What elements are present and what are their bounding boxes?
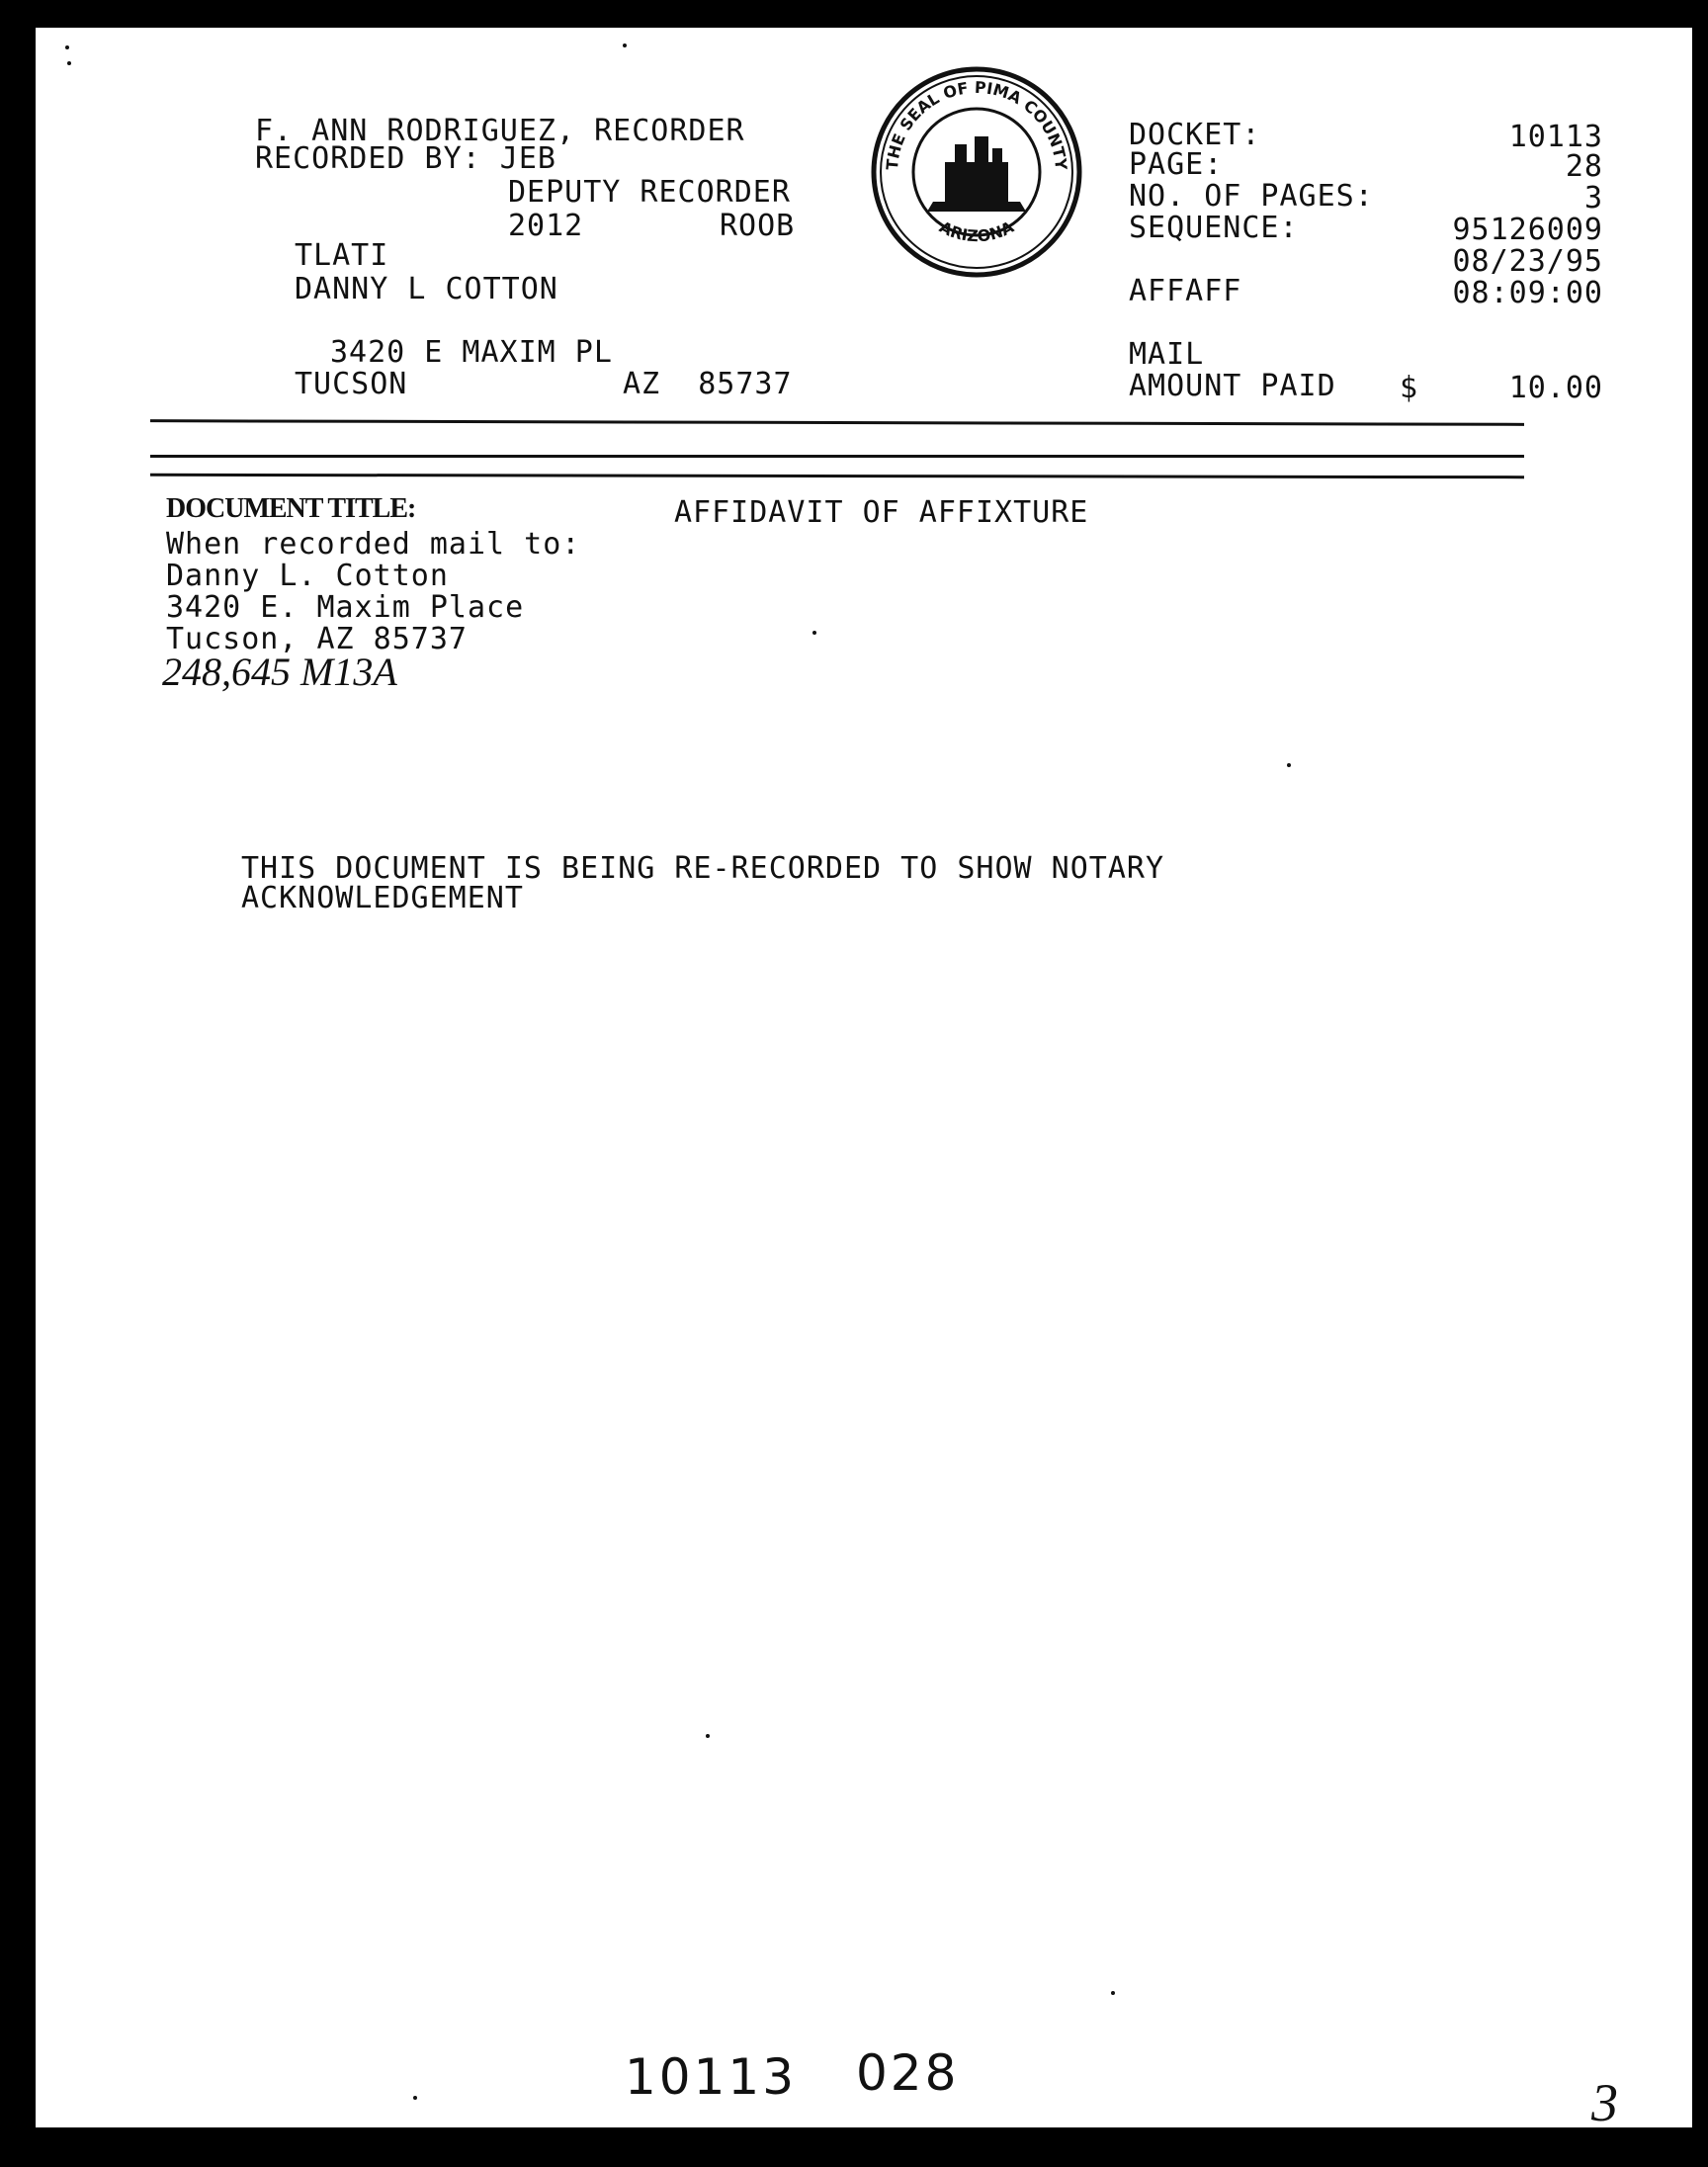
- divider-bottom: [150, 474, 1524, 478]
- notice-line-1: THIS DOCUMENT IS BEING RE-RECORDED TO SHOW NOTARY: [241, 851, 1165, 886]
- document-type-code: AFFAFF: [1129, 274, 1242, 308]
- footer-docket-number: 10113: [625, 2048, 798, 2106]
- amount-paid-label: AMOUNT PAID: [1129, 369, 1336, 403]
- party-code: TLATI: [295, 238, 389, 273]
- scan-speck: [1111, 1991, 1115, 1995]
- scan-speck: [65, 45, 69, 49]
- recorder-code-right: ROOB: [720, 209, 796, 243]
- party-city: TUCSON: [295, 367, 408, 401]
- num-pages-value: 3: [1583, 181, 1603, 216]
- recorder-name: F. ANN RODRIGUEZ, RECORDER: [255, 114, 745, 148]
- document-title: AFFIDAVIT OF AFFIXTURE: [674, 495, 1089, 530]
- document-page: [36, 28, 1692, 2132]
- mail-to-label: When recorded mail to:: [166, 527, 581, 562]
- corner-page-mark: 3: [1591, 2073, 1618, 2132]
- document-title-label: DOCUMENT TITLE:: [166, 493, 416, 524]
- handwritten-note: 248,645 M13A: [162, 650, 397, 694]
- deputy-recorder: DEPUTY RECORDER: [508, 175, 791, 210]
- docket-label: DOCKET:: [1129, 118, 1261, 152]
- scan-speck: [623, 43, 627, 47]
- scan-speck: [67, 61, 71, 65]
- party-name: DANNY L COTTON: [295, 272, 558, 306]
- footer-page-number: 028: [856, 2044, 960, 2102]
- scan-speck: [413, 2096, 417, 2100]
- sequence-label: SEQUENCE:: [1129, 211, 1299, 245]
- page-label: PAGE:: [1129, 147, 1224, 182]
- recorder-code-left: 2012: [508, 209, 584, 243]
- sequence-value: 95126009: [1452, 213, 1603, 247]
- party-state-zip: AZ 85737: [623, 367, 793, 401]
- recorded-by: RECORDED BY: JEB: [255, 141, 556, 176]
- page-value: 28: [1565, 149, 1603, 184]
- scan-speck: [1287, 763, 1291, 767]
- currency-symbol: $: [1400, 371, 1419, 405]
- docket-value: 10113: [1508, 120, 1603, 154]
- amount-paid-value: 10.00: [1508, 371, 1603, 405]
- scan-speck: [706, 1734, 710, 1738]
- divider-middle: [150, 455, 1524, 458]
- mail-to-city: Tucson, AZ 85737: [166, 622, 468, 656]
- mail-to-name: Danny L. Cotton: [166, 559, 449, 593]
- seal-top-text: THE SEAL OF PIMA COUNTY: [882, 77, 1071, 171]
- divider-top: [150, 419, 1524, 426]
- num-pages-label: NO. OF PAGES:: [1129, 179, 1374, 214]
- mail-label: MAIL: [1129, 337, 1205, 372]
- seal-bottom-text: ARIZONA: [936, 217, 1017, 246]
- recorded-date: 08/23/95: [1452, 244, 1603, 279]
- svg-text:ARIZONA: [936, 217, 1017, 246]
- notice-line-2: ACKNOWLEDGEMENT: [241, 881, 524, 915]
- scan-speck: [812, 631, 816, 635]
- county-seal-icon: [868, 63, 1085, 281]
- party-street: 3420 E MAXIM PL: [330, 335, 613, 370]
- mail-to-street: 3420 E. Maxim Place: [166, 590, 525, 625]
- recorded-time: 08:09:00: [1452, 276, 1603, 310]
